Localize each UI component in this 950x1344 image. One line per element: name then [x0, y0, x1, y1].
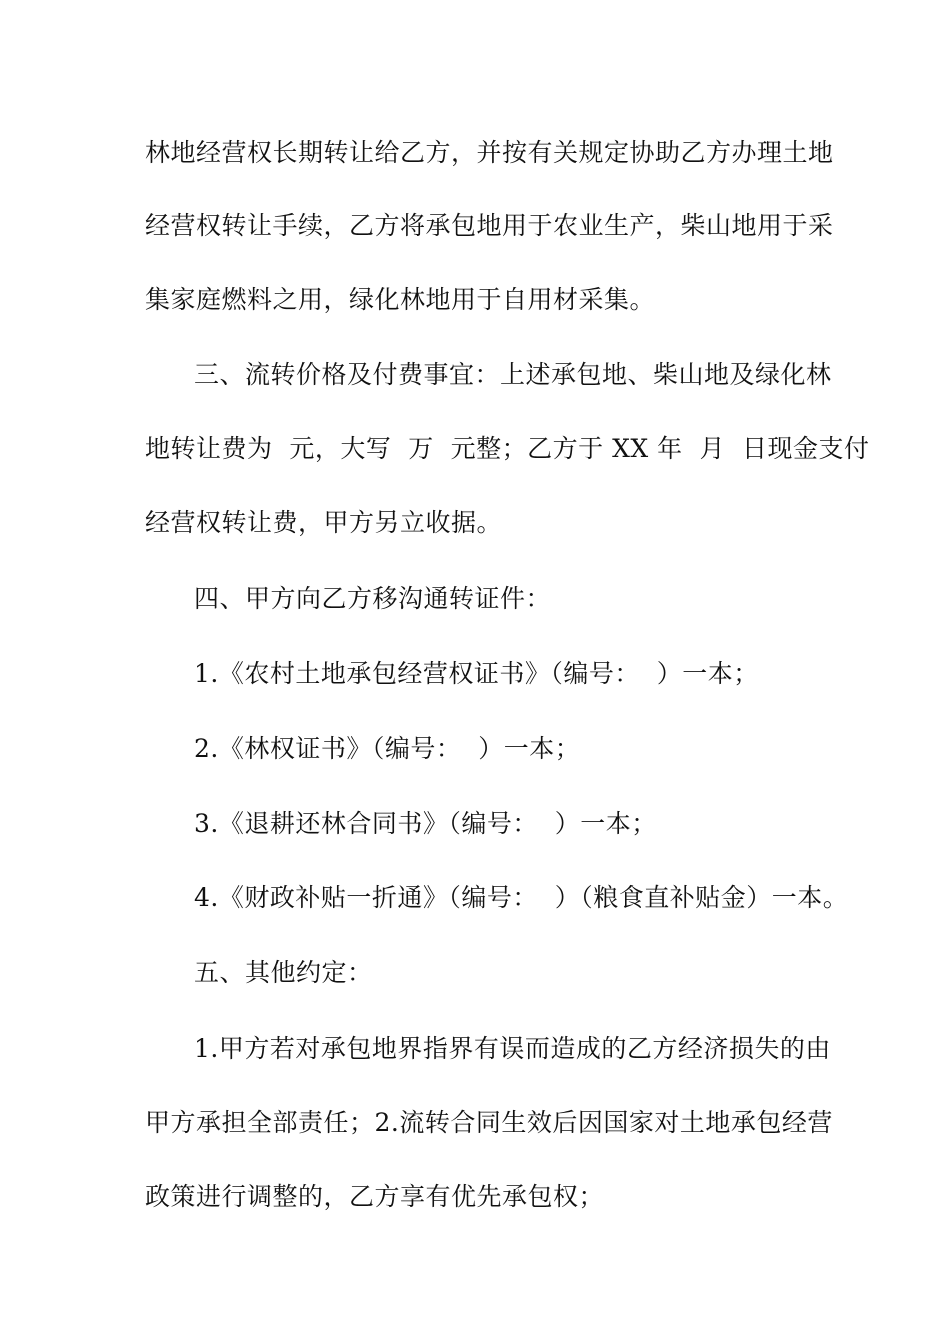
list-item: 1.《农村土地承包经营权证书》（编号： ）一本；	[194, 659, 759, 688]
text-line: 政策进行调整的，乙方享有优先承包权；	[145, 1182, 605, 1211]
text-line: 地转让费为 元，大写 万 元整；乙方于 XX 年 月 日现金支付	[145, 434, 870, 463]
section-three-heading: 三、流转价格及付费事宜：上述承包地、柴山地及绿化林	[194, 360, 832, 389]
text-line: 林地经营权长期转让给乙方，并按有关规定协助乙方办理土地	[145, 138, 834, 167]
text-line: 1.甲方若对承包地界指界有误而造成的乙方经济损失的由	[194, 1034, 831, 1063]
text-line: 经营权转让手续，乙方将承包地用于农业生产，柴山地用于采	[145, 211, 834, 240]
list-item: 2.《林权证书》（编号： ）一本；	[194, 734, 581, 763]
section-five-heading: 五、其他约定：	[194, 958, 373, 987]
text-line: 集家庭燃料之用，绿化林地用于自用材采集。	[145, 285, 656, 314]
list-item: 4.《财政补贴一折通》（编号： ）（粮食直补贴金）一本。	[194, 883, 849, 912]
list-item: 3.《退耕还林合同书》（编号： ）一本；	[194, 809, 657, 838]
text-line: 甲方承担全部责任；2.流转合同生效后因国家对土地承包经营	[145, 1108, 833, 1137]
section-four-heading: 四、甲方向乙方移沟通转证件：	[194, 584, 552, 613]
text-line: 经营权转让费，甲方另立收据。	[145, 508, 503, 537]
